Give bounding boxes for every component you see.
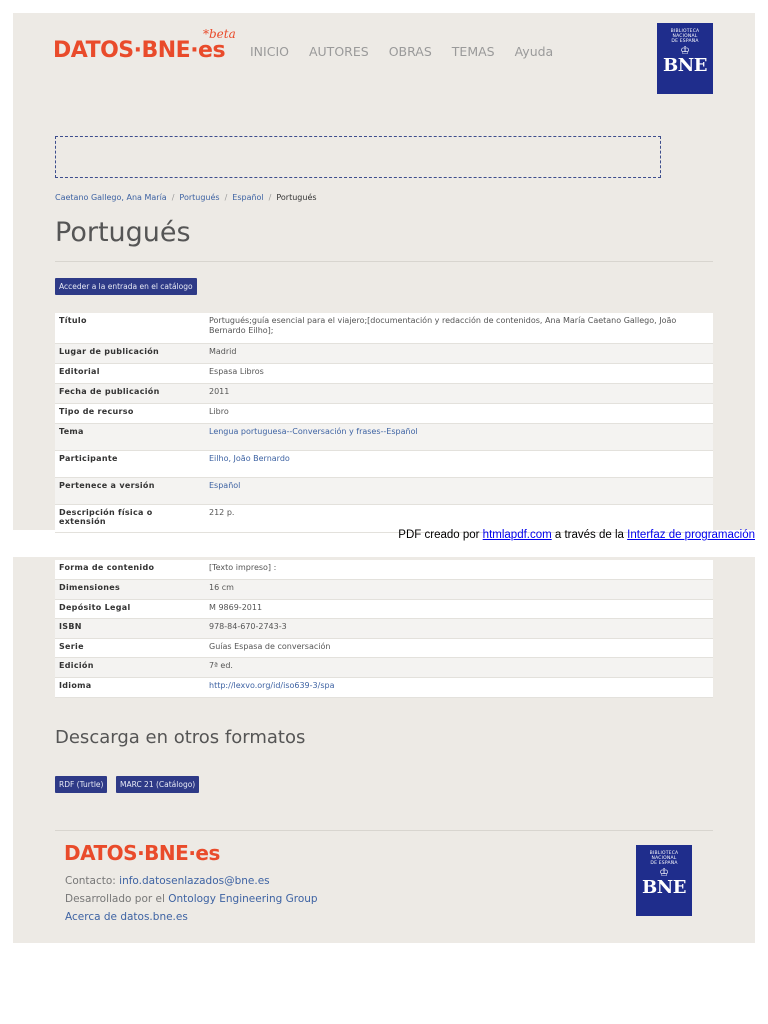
download-marc-button[interactable]: MARC 21 (Catálogo) [116,776,199,793]
breadcrumb-item-work[interactable]: Portugués [179,193,220,202]
nav-item-temas[interactable]: TEMAS [451,44,495,59]
title-divider [55,261,713,262]
breadcrumb-separator: / [268,193,272,202]
pdf-banner-link-api[interactable]: Interfaz de programación [627,529,755,541]
metadata-table-part1 [55,313,713,533]
main-nav [250,44,573,59]
bne-badge-line: NACIONAL [672,34,698,39]
metadata-key: Título [55,313,205,343]
page-title: Portugués [55,217,191,248]
breadcrumb-current: Portugués [276,193,317,202]
crown-icon: ♔ [659,866,669,879]
metadata-value: 7ª ed. [205,658,713,678]
metadata-row [55,560,713,580]
breadcrumb-separator: / [224,193,228,202]
bne-badge-line: BIBLIOTECA [649,851,679,856]
metadata-key: ISBN [55,619,205,639]
metadata-value: Madrid [205,343,713,363]
metadata-row [55,363,713,383]
catalog-entry-button[interactable]: Acceder a la entrada en el catálogo [55,278,197,295]
page-section-bottom [13,557,755,943]
metadata-table-part2 [55,560,713,698]
metadata-value: 212 p. [205,504,713,532]
metadata-row [55,580,713,600]
beta-label: *beta [203,27,236,41]
metadata-value: 2011 [205,383,713,403]
metadata-row [55,450,713,477]
footer-contact-label: Contacto: [65,875,120,887]
metadata-value-link[interactable]: Eilho, João Bernardo [205,450,713,477]
breadcrumb-item-version[interactable]: Español [232,193,264,202]
footer-contact-email[interactable]: info.datosenlazados@bne.es [119,875,270,887]
metadata-key: Forma de contenido [55,560,205,580]
metadata-row [55,678,713,698]
bne-badge-line: DE ESPAÑA [650,861,678,866]
breadcrumb-item-author[interactable]: Caetano Gallego, Ana María [55,193,167,202]
bne-badge-name: BNE [663,55,707,76]
metadata-value-link[interactable]: Español [205,477,713,504]
breadcrumb [55,193,317,202]
crown-icon: ♔ [680,44,690,57]
metadata-key: Tipo de recurso [55,403,205,423]
page-section-top [13,13,755,530]
metadata-key: Edición [55,658,205,678]
metadata-value-link[interactable]: Lengua portuguesa--Conversación y frases--Español [205,423,713,450]
metadata-key: Editorial [55,363,205,383]
metadata-row [55,403,713,423]
ad-placeholder [55,136,661,178]
metadata-value: 978-84-670-2743-3 [205,619,713,639]
downloads-heading: Descarga en otros formatos [55,727,306,748]
pdf-banner-text: a través de la [551,529,628,541]
metadata-value: M 9869-2011 [205,599,713,619]
metadata-value: Libro [205,403,713,423]
metadata-row [55,477,713,504]
footer-developed [65,893,318,905]
bne-badge-line: BIBLIOTECA [670,29,700,34]
metadata-key: Lugar de publicación [55,343,205,363]
breadcrumb-separator: / [171,193,175,202]
nav-item-inicio[interactable]: INICIO [250,44,289,59]
metadata-row [55,343,713,363]
nav-item-ayuda[interactable]: Ayuda [514,44,554,59]
metadata-key: Participante [55,450,205,477]
nav-item-autores[interactable]: AUTORES [308,44,369,59]
metadata-key: Descripción física o extensión [55,504,205,532]
metadata-row [55,599,713,619]
metadata-row [55,638,713,658]
footer-developed-label: Desarrollado por el [65,893,169,905]
footer-bne-badge[interactable] [636,845,692,916]
metadata-value-link[interactable]: http://lexvo.org/id/iso639-3/spa [205,678,713,698]
bne-badge[interactable] [657,23,713,94]
metadata-row [55,619,713,639]
metadata-value: [Texto impreso] : [205,560,713,580]
metadata-row [55,313,713,343]
footer-logo[interactable]: DATOS·BNE·es [64,841,220,865]
footer-oeg-link[interactable]: Ontology Engineering Group [168,893,318,905]
footer-contact [65,875,270,887]
metadata-row [55,423,713,450]
metadata-key: Dimensiones [55,580,205,600]
footer-divider [55,830,713,831]
bne-badge-name: BNE [642,877,686,898]
bne-badge-line: DE ESPAÑA [671,39,699,44]
metadata-value: Portugués;guía esencial para el viajero;[documentación y redacción de contenidos, Ana María Caetano Gallego, João Bernardo Eilho]; [205,313,713,343]
metadata-value: Espasa Libros [205,363,713,383]
metadata-key: Depósito Legal [55,599,205,619]
metadata-key: Tema [55,423,205,450]
site-logo[interactable]: DATOS·BNE·es [53,38,226,63]
download-rdf-button[interactable]: RDF (Turtle) [55,776,107,793]
metadata-key: Serie [55,638,205,658]
bne-badge-line: NACIONAL [651,856,677,861]
metadata-value: Guías Espasa de conversación [205,638,713,658]
metadata-key: Pertenece a versión [55,477,205,504]
metadata-row [55,504,713,532]
pdf-banner-link-htmlapdf[interactable]: htmlapdf.com [482,529,552,541]
metadata-value: 16 cm [205,580,713,600]
pdf-banner-text: PDF creado por [398,529,483,541]
footer-about-link[interactable]: Acerca de datos.bne.es [65,911,188,923]
footer-about [65,911,188,923]
metadata-key: Idioma [55,678,205,698]
metadata-row [55,383,713,403]
metadata-row [55,658,713,678]
nav-item-obras[interactable]: OBRAS [388,44,432,59]
metadata-key: Fecha de publicación [55,383,205,403]
